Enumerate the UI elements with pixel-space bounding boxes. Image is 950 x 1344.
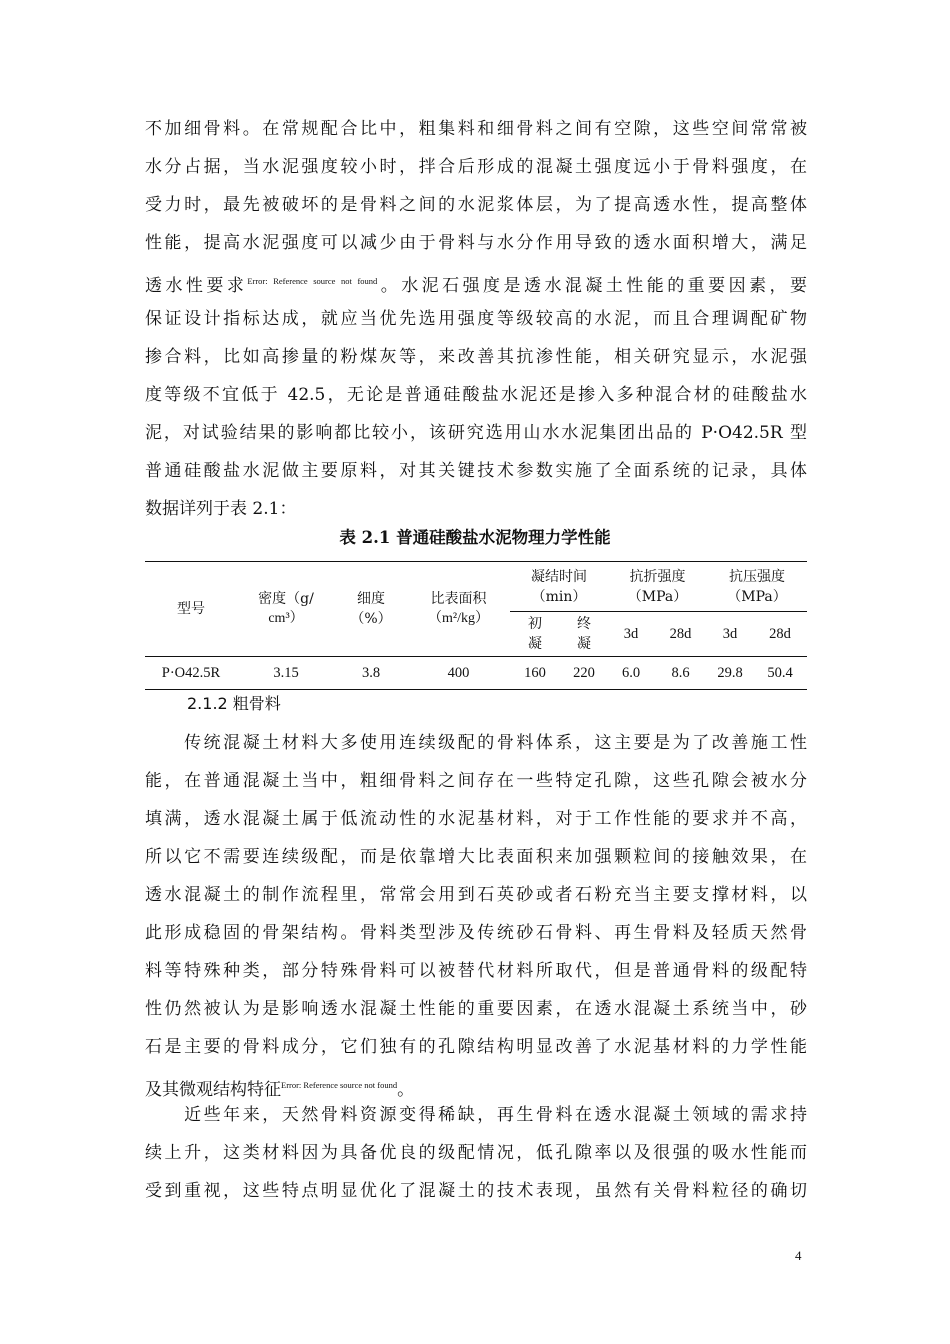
text-line: 透水混凝土的制作流程里，常常会用到石英砂或者石粉充当主要支撑材料，以	[145, 885, 807, 905]
table-caption: 表 2.1 普通硅酸盐水泥物理力学性能	[339, 528, 611, 547]
text-line: 所以它不需要连续级配，而是依靠增大比表面积来加强颗粒间的接触效果，在	[145, 847, 807, 867]
cell-flexural-3d: 6.0	[621, 665, 641, 681]
cell-flexural-28d: 8.6	[671, 665, 690, 681]
line-text: 透水性要求	[145, 276, 248, 296]
text-line: 水分占据，当水泥强度较小时，拌合后形成的混凝土强度远小于骨料强度，在	[145, 157, 807, 177]
header-compressive-strength: 抗压强度 （MPa）	[727, 568, 787, 605]
text-line: 度等级不宜低于 42.5，无论是普通硅酸盐水泥还是掺入多种混合材的硅酸盐水	[145, 385, 807, 405]
text-line: 性仍然被认为是影响透水混凝土性能的重要因素，在透水混凝土系统当中，砂	[145, 999, 807, 1019]
header-fineness: 细度 （%）	[350, 591, 392, 627]
text-line: 普通硅酸盐水泥做主要原料，对其关键技术参数实施了全面系统的记录，具体	[145, 461, 807, 481]
header-initial-setting: 初 凝	[528, 616, 542, 652]
header-compressive-3d: 3d	[722, 626, 738, 642]
section-heading: 2.1.2 粗骨料	[187, 694, 281, 713]
header-final-setting: 终 凝	[577, 616, 591, 652]
header-compressive-28d: 28d	[769, 626, 791, 642]
cell-specific-surface: 400	[447, 665, 470, 681]
cell-fineness: 3.8	[361, 665, 381, 681]
text-line: 泥，对试验结果的影响都比较小，该研究选用山水水泥集团出品的 P·O42.5R 型	[145, 423, 807, 443]
cell-model: P·O42.5R	[161, 665, 221, 681]
text-line: 数据详列于表 2.1：	[145, 499, 297, 519]
text-line: 填满，透水混凝土属于低流动性的水泥基材料，对于工作性能的要求并不高，	[145, 809, 807, 829]
cell-density: 3.15	[273, 665, 299, 681]
reference-error-marker: Error: Reference source not found	[281, 1080, 398, 1090]
text-line: 传统混凝土材料大多使用连续级配的骨料体系，这主要是为了改善施工性	[145, 733, 807, 753]
page-number: 4	[795, 1248, 802, 1263]
line-text: 。水泥石强度是透水混凝土性能的重要因素，要	[377, 276, 807, 296]
cell-initial-setting: 160	[524, 665, 546, 681]
header-setting-time: 凝结时间 （min）	[531, 568, 587, 605]
text-line	[145, 262, 807, 300]
cell-compressive-28d: 50.4	[767, 665, 793, 681]
header-flexural-28d: 28d	[669, 626, 692, 642]
header-flexural-3d: 3d	[623, 626, 639, 642]
text-line: 石是主要的骨料成分，它们独有的孔隙结构明显改善了水泥基材料的力学性能	[145, 1037, 807, 1057]
text-line: 不加细骨料。在常规配合比中，粗集料和细骨料之间有空隙，这些空间常常被	[145, 119, 807, 139]
text-line: 保证设计指标达成，就应当优先选用强度等级较高的水泥，而且合理调配矿物	[145, 309, 807, 329]
text-line: 受到重视，这些特点明显优化了混凝土的技术表现，虽然有关骨料粒径的确切	[145, 1181, 807, 1201]
header-model: 型号	[177, 601, 205, 617]
text-line: 掺合料，比如高掺量的粉煤灰等，来改善其抗渗性能，相关研究显示，水泥强	[145, 347, 807, 367]
text-line: 能，在普通混凝土当中，粗细骨料之间存在一些特定孔隙，这些孔隙会被水分	[145, 771, 807, 791]
line-text: 及其微观结构特征	[145, 1080, 281, 1100]
line-text: 。	[397, 1080, 415, 1100]
text-line: 性能，提高水泥强度可以减少由于骨料与水分作用导致的透水面积增大，满足	[145, 233, 807, 253]
text-line: 续上升，这类材料因为具备优良的级配情况，低孔隙率以及很强的吸水性能而	[145, 1143, 807, 1163]
header-density: 密度（g/ cm³）	[258, 591, 314, 626]
text-line: 此形成稳固的骨架结构。骨料类型涉及传统砂石骨料、再生骨料及轻质天然骨	[145, 923, 807, 943]
text-line: 近些年来，天然骨料资源变得稀缺，再生骨料在透水混凝土领域的需求持	[145, 1105, 807, 1125]
cell-compressive-3d: 29.8	[717, 665, 743, 681]
cell-final-setting: 220	[573, 665, 595, 681]
header-specific-surface: 比表面积 （m²/kg）	[428, 591, 489, 626]
reference-error-marker: Error: Reference source not found	[247, 276, 378, 286]
header-flexural-strength: 抗折强度 （MPa）	[627, 568, 688, 605]
text-line: 料等特殊种类，部分特殊骨料可以被替代材料所取代，但是普通骨料的级配特	[145, 961, 807, 981]
text-line: 受力时，最先被破坏的是骨料之间的水泥浆体层，为了提高透水性，提高整体	[145, 195, 807, 215]
